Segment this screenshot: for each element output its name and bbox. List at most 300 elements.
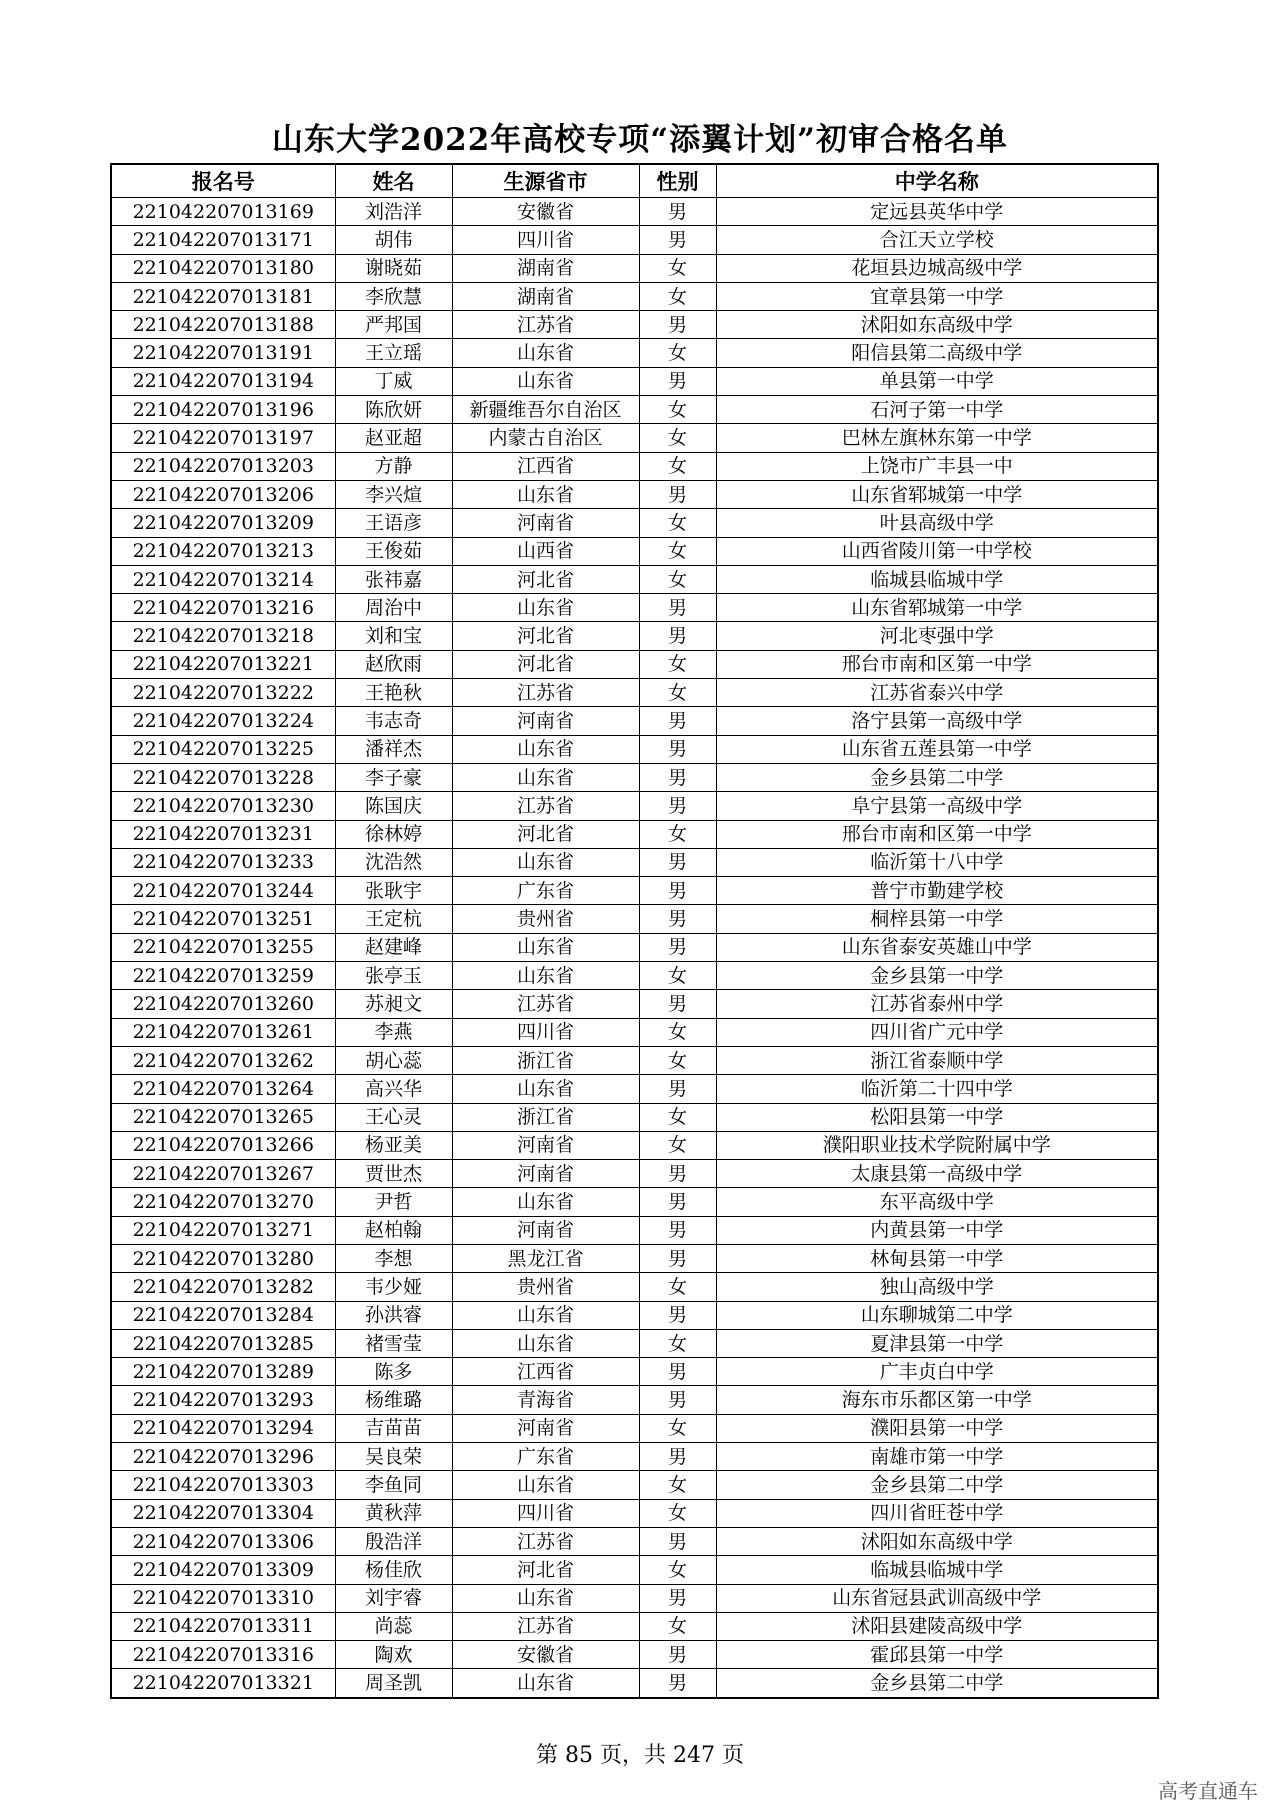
school-cell: 山西省陵川第一中学校 [716, 537, 1158, 565]
gender-cell: 女 [639, 509, 716, 537]
table-row [111, 622, 1158, 650]
name-cell: 张亭玉 [335, 962, 452, 990]
province-cell: 河南省 [452, 509, 639, 537]
gender-cell: 女 [639, 1046, 716, 1074]
name-cell: 陈国庆 [335, 792, 452, 820]
school-cell: 沭阳如东高级中学 [716, 311, 1158, 339]
table-row [111, 1499, 1158, 1527]
name-cell: 周圣凯 [335, 1669, 452, 1698]
registration-number-cell: 221042207013196 [111, 396, 335, 424]
registration-number-cell: 221042207013284 [111, 1301, 335, 1329]
gender-cell: 女 [639, 1612, 716, 1640]
school-cell: 邢台市南和区第一中学 [716, 820, 1158, 848]
province-cell: 湖南省 [452, 282, 639, 310]
name-cell: 高兴华 [335, 1075, 452, 1103]
province-cell: 山东省 [452, 1669, 639, 1698]
name-cell: 尚蕊 [335, 1612, 452, 1640]
school-cell: 阜宁县第一高级中学 [716, 792, 1158, 820]
gender-cell: 女 [639, 396, 716, 424]
table-row [111, 1188, 1158, 1216]
school-cell: 临城县临城中学 [716, 1556, 1158, 1584]
header-school: 中学名称 [716, 164, 1158, 198]
school-cell: 洛宁县第一高级中学 [716, 707, 1158, 735]
table-row [111, 1103, 1158, 1131]
gender-cell: 男 [639, 480, 716, 508]
table-row [111, 962, 1158, 990]
gender-cell: 女 [639, 1556, 716, 1584]
province-cell: 山东省 [452, 848, 639, 876]
table-row [111, 1584, 1158, 1612]
registration-number-cell: 221042207013222 [111, 679, 335, 707]
school-cell: 巴林左旗林东第一中学 [716, 424, 1158, 452]
province-cell: 山东省 [452, 763, 639, 791]
table-row [111, 848, 1158, 876]
table-row [111, 1641, 1158, 1669]
header-gender: 性别 [639, 164, 716, 198]
gender-cell: 女 [639, 537, 716, 565]
table-row [111, 198, 1158, 226]
table-row [111, 565, 1158, 593]
registration-number-cell: 221042207013171 [111, 226, 335, 254]
name-cell: 方静 [335, 452, 452, 480]
province-cell: 安徽省 [452, 1641, 639, 1669]
header-name: 姓名 [335, 164, 452, 198]
province-cell: 江苏省 [452, 1527, 639, 1555]
gender-cell: 男 [639, 905, 716, 933]
page-number: 第 85 页，共 247 页 [536, 1743, 744, 1768]
gender-cell: 女 [639, 1131, 716, 1159]
province-cell: 山东省 [452, 339, 639, 367]
province-cell: 湖南省 [452, 254, 639, 282]
registration-number-cell: 221042207013233 [111, 848, 335, 876]
province-cell: 青海省 [452, 1386, 639, 1414]
province-cell: 山东省 [452, 1188, 639, 1216]
school-cell: 宜章县第一中学 [716, 282, 1158, 310]
name-cell: 尹哲 [335, 1188, 452, 1216]
province-cell: 四川省 [452, 226, 639, 254]
registration-number-cell: 221042207013251 [111, 905, 335, 933]
table-row [111, 1669, 1158, 1698]
name-cell: 黄秋萍 [335, 1499, 452, 1527]
registration-number-cell: 221042207013306 [111, 1527, 335, 1555]
name-cell: 陈欣妍 [335, 396, 452, 424]
registration-number-cell: 221042207013213 [111, 537, 335, 565]
province-cell: 山东省 [452, 735, 639, 763]
school-cell: 山东省泰安英雄山中学 [716, 933, 1158, 961]
registration-number-cell: 221042207013294 [111, 1414, 335, 1442]
table-row [111, 1414, 1158, 1442]
school-cell: 夏津县第一中学 [716, 1329, 1158, 1357]
name-cell: 李欣慧 [335, 282, 452, 310]
registration-number-cell: 221042207013244 [111, 877, 335, 905]
name-cell: 李鱼同 [335, 1471, 452, 1499]
registration-number-cell: 221042207013221 [111, 650, 335, 678]
province-cell: 山东省 [452, 367, 639, 395]
name-cell: 王心灵 [335, 1103, 452, 1131]
name-cell: 沈浩然 [335, 848, 452, 876]
school-cell: 沭阳如东高级中学 [716, 1527, 1158, 1555]
registration-number-cell: 221042207013310 [111, 1584, 335, 1612]
school-cell: 独山高级中学 [716, 1273, 1158, 1301]
registration-number-cell: 221042207013218 [111, 622, 335, 650]
table-row [111, 1075, 1158, 1103]
gender-cell: 男 [639, 933, 716, 961]
gender-cell: 男 [639, 1669, 716, 1698]
school-cell: 金乡县第二中学 [716, 763, 1158, 791]
gender-cell: 女 [639, 1103, 716, 1131]
gender-cell: 男 [639, 594, 716, 622]
school-cell: 濮阳职业技术学院附属中学 [716, 1131, 1158, 1159]
gender-cell: 男 [639, 1584, 716, 1612]
table-row [111, 594, 1158, 622]
name-cell: 陶欢 [335, 1641, 452, 1669]
province-cell: 河北省 [452, 650, 639, 678]
gender-cell: 女 [639, 282, 716, 310]
gender-cell: 女 [639, 679, 716, 707]
gender-cell: 男 [639, 848, 716, 876]
province-cell: 河北省 [452, 622, 639, 650]
school-cell: 山东聊城第二中学 [716, 1301, 1158, 1329]
name-cell: 王语彦 [335, 509, 452, 537]
gender-cell: 男 [639, 735, 716, 763]
province-cell: 四川省 [452, 1018, 639, 1046]
registration-number-cell: 221042207013203 [111, 452, 335, 480]
school-cell: 海东市乐都区第一中学 [716, 1386, 1158, 1414]
table-row [111, 820, 1158, 848]
province-cell: 贵州省 [452, 1273, 639, 1301]
table-row [111, 679, 1158, 707]
province-cell: 河南省 [452, 1131, 639, 1159]
gender-cell: 男 [639, 707, 716, 735]
gender-cell: 男 [639, 1358, 716, 1386]
registration-number-cell: 221042207013188 [111, 311, 335, 339]
table-row [111, 1358, 1158, 1386]
school-cell: 霍邱县第一中学 [716, 1641, 1158, 1669]
school-cell: 邢台市南和区第一中学 [716, 650, 1158, 678]
school-cell: 松阳县第一中学 [716, 1103, 1158, 1131]
school-cell: 山东省五莲县第一中学 [716, 735, 1158, 763]
table-row [111, 1018, 1158, 1046]
province-cell: 新疆维吾尔自治区 [452, 396, 639, 424]
province-cell: 河南省 [452, 1414, 639, 1442]
name-cell: 张祎嘉 [335, 565, 452, 593]
province-cell: 内蒙古自治区 [452, 424, 639, 452]
table-row [111, 1160, 1158, 1188]
province-cell: 广东省 [452, 1443, 639, 1471]
registration-number-cell: 221042207013181 [111, 282, 335, 310]
name-cell: 严邦国 [335, 311, 452, 339]
name-cell: 贾世杰 [335, 1160, 452, 1188]
province-cell: 山东省 [452, 962, 639, 990]
province-cell: 江西省 [452, 1358, 639, 1386]
gender-cell: 男 [639, 622, 716, 650]
name-cell: 赵欣雨 [335, 650, 452, 678]
table-row [111, 877, 1158, 905]
gender-cell: 男 [639, 792, 716, 820]
gender-cell: 男 [639, 1443, 716, 1471]
school-cell: 东平高级中学 [716, 1188, 1158, 1216]
header-registration-number: 报名号 [111, 164, 335, 198]
registration-number-cell: 221042207013316 [111, 1641, 335, 1669]
table-row [111, 254, 1158, 282]
school-cell: 桐梓县第一中学 [716, 905, 1158, 933]
table-row [111, 1443, 1158, 1471]
name-cell: 李想 [335, 1244, 452, 1272]
name-cell: 胡伟 [335, 226, 452, 254]
name-cell: 李子豪 [335, 763, 452, 791]
province-cell: 山东省 [452, 933, 639, 961]
school-cell: 沭阳县建陵高级中学 [716, 1612, 1158, 1640]
province-cell: 山东省 [452, 1471, 639, 1499]
table-row [111, 367, 1158, 395]
table-row [111, 1273, 1158, 1301]
school-cell: 四川省旺苍中学 [716, 1499, 1158, 1527]
table-row [111, 1612, 1158, 1640]
document-title: 山东大学2022年高校专项“添翼计划”初审合格名单 [272, 122, 1008, 158]
name-cell: 张耿宇 [335, 877, 452, 905]
table-row [111, 990, 1158, 1018]
gender-cell: 女 [639, 254, 716, 282]
province-cell: 江苏省 [452, 990, 639, 1018]
registration-number-cell: 221042207013224 [111, 707, 335, 735]
name-cell: 吴良荣 [335, 1443, 452, 1471]
registration-number-cell: 221042207013231 [111, 820, 335, 848]
name-cell: 王立瑶 [335, 339, 452, 367]
school-cell: 山东省冠县武训高级中学 [716, 1584, 1158, 1612]
province-cell: 河南省 [452, 1160, 639, 1188]
gender-cell: 男 [639, 1527, 716, 1555]
table-row [111, 1216, 1158, 1244]
province-cell: 江苏省 [452, 1612, 639, 1640]
header-province: 生源省市 [452, 164, 639, 198]
registration-number-cell: 221042207013259 [111, 962, 335, 990]
gender-cell: 男 [639, 1244, 716, 1272]
registration-number-cell: 221042207013216 [111, 594, 335, 622]
school-cell: 上饶市广丰县一中 [716, 452, 1158, 480]
registration-number-cell: 221042207013209 [111, 509, 335, 537]
name-cell: 韦志奇 [335, 707, 452, 735]
table-row [111, 537, 1158, 565]
name-cell: 赵亚超 [335, 424, 452, 452]
gender-cell: 男 [639, 1160, 716, 1188]
gender-cell: 男 [639, 198, 716, 226]
name-cell: 王艳秋 [335, 679, 452, 707]
province-cell: 山东省 [452, 1301, 639, 1329]
name-cell: 陈多 [335, 1358, 452, 1386]
school-cell: 南雄市第一中学 [716, 1443, 1158, 1471]
province-cell: 山东省 [452, 480, 639, 508]
gender-cell: 男 [639, 990, 716, 1018]
name-cell: 徐林婷 [335, 820, 452, 848]
table-row [111, 1301, 1158, 1329]
school-cell: 花垣县边城高级中学 [716, 254, 1158, 282]
gender-cell: 女 [639, 565, 716, 593]
table-row [111, 282, 1158, 310]
registration-number-cell: 221042207013293 [111, 1386, 335, 1414]
province-cell: 河北省 [452, 565, 639, 593]
province-cell: 河南省 [452, 1216, 639, 1244]
gender-cell: 女 [639, 452, 716, 480]
registration-number-cell: 221042207013262 [111, 1046, 335, 1074]
registration-number-cell: 221042207013261 [111, 1018, 335, 1046]
registration-number-cell: 221042207013180 [111, 254, 335, 282]
school-cell: 金乡县第二中学 [716, 1471, 1158, 1499]
registration-number-cell: 221042207013321 [111, 1669, 335, 1698]
gender-cell: 男 [639, 1216, 716, 1244]
registration-number-cell: 221042207013214 [111, 565, 335, 593]
registration-number-cell: 221042207013191 [111, 339, 335, 367]
table-row [111, 707, 1158, 735]
name-cell: 周治中 [335, 594, 452, 622]
name-cell: 杨亚美 [335, 1131, 452, 1159]
table-body [111, 198, 1158, 1698]
name-cell: 赵建峰 [335, 933, 452, 961]
registration-number-cell: 221042207013270 [111, 1188, 335, 1216]
watermark: 高考直通车 [1158, 1779, 1258, 1803]
gender-cell: 女 [639, 820, 716, 848]
registration-number-cell: 221042207013169 [111, 198, 335, 226]
gender-cell: 女 [639, 1329, 716, 1357]
name-cell: 韦少娅 [335, 1273, 452, 1301]
province-cell: 山东省 [452, 594, 639, 622]
school-cell: 定远县英华中学 [716, 198, 1158, 226]
school-cell: 江苏省泰兴中学 [716, 679, 1158, 707]
table-row [111, 1244, 1158, 1272]
name-cell: 李燕 [335, 1018, 452, 1046]
table-row [111, 311, 1158, 339]
name-cell: 褚雪莹 [335, 1329, 452, 1357]
gender-cell: 男 [639, 1641, 716, 1669]
province-cell: 河南省 [452, 707, 639, 735]
gender-cell: 女 [639, 339, 716, 367]
table-row [111, 650, 1158, 678]
school-cell: 四川省广元中学 [716, 1018, 1158, 1046]
school-cell: 太康县第一高级中学 [716, 1160, 1158, 1188]
school-cell: 金乡县第二中学 [716, 1669, 1158, 1698]
school-cell: 广丰贞白中学 [716, 1358, 1158, 1386]
gender-cell: 女 [639, 650, 716, 678]
province-cell: 山西省 [452, 537, 639, 565]
table-row [111, 339, 1158, 367]
gender-cell: 女 [639, 1471, 716, 1499]
name-cell: 谢晓茹 [335, 254, 452, 282]
table-row [111, 509, 1158, 537]
school-cell: 河北枣强中学 [716, 622, 1158, 650]
registration-number-cell: 221042207013311 [111, 1612, 335, 1640]
gender-cell: 男 [639, 311, 716, 339]
name-cell: 杨佳欣 [335, 1556, 452, 1584]
province-cell: 山东省 [452, 1584, 639, 1612]
name-cell: 王俊茹 [335, 537, 452, 565]
registration-number-cell: 221042207013206 [111, 480, 335, 508]
school-cell: 林甸县第一中学 [716, 1244, 1158, 1272]
school-cell: 石河子第一中学 [716, 396, 1158, 424]
province-cell: 浙江省 [452, 1046, 639, 1074]
registration-number-cell: 221042207013230 [111, 792, 335, 820]
table-row [111, 735, 1158, 763]
table-row [111, 763, 1158, 791]
name-cell: 胡心蕊 [335, 1046, 452, 1074]
school-cell: 合江天立学校 [716, 226, 1158, 254]
registration-number-cell: 221042207013280 [111, 1244, 335, 1272]
registration-number-cell: 221042207013303 [111, 1471, 335, 1499]
table-row [111, 1386, 1158, 1414]
school-cell: 山东省郓城第一中学 [716, 480, 1158, 508]
gender-cell: 男 [639, 1075, 716, 1103]
name-cell: 刘和宝 [335, 622, 452, 650]
table-row [111, 1527, 1158, 1555]
school-cell: 普宁市勤建学校 [716, 877, 1158, 905]
school-cell: 金乡县第一中学 [716, 962, 1158, 990]
gender-cell: 男 [639, 1301, 716, 1329]
province-cell: 江苏省 [452, 792, 639, 820]
gender-cell: 女 [639, 1499, 716, 1527]
registration-number-cell: 221042207013260 [111, 990, 335, 1018]
table-row [111, 792, 1158, 820]
gender-cell: 男 [639, 226, 716, 254]
gender-cell: 男 [639, 1386, 716, 1414]
province-cell: 安徽省 [452, 198, 639, 226]
registration-number-cell: 221042207013267 [111, 1160, 335, 1188]
name-cell: 孙洪睿 [335, 1301, 452, 1329]
province-cell: 河北省 [452, 820, 639, 848]
province-cell: 四川省 [452, 1499, 639, 1527]
registration-number-cell: 221042207013266 [111, 1131, 335, 1159]
gender-cell: 男 [639, 367, 716, 395]
province-cell: 贵州省 [452, 905, 639, 933]
registration-number-cell: 221042207013225 [111, 735, 335, 763]
table-row [111, 933, 1158, 961]
table-row [111, 1131, 1158, 1159]
province-cell: 江苏省 [452, 311, 639, 339]
registration-number-cell: 221042207013194 [111, 367, 335, 395]
province-cell: 江西省 [452, 452, 639, 480]
school-cell: 临沂第十八中学 [716, 848, 1158, 876]
province-cell: 浙江省 [452, 1103, 639, 1131]
table-row [111, 1329, 1158, 1357]
table-header-row [111, 164, 1158, 198]
name-cell: 刘浩洋 [335, 198, 452, 226]
province-cell: 广东省 [452, 877, 639, 905]
registration-number-cell: 221042207013265 [111, 1103, 335, 1131]
table-row [111, 396, 1158, 424]
gender-cell: 男 [639, 763, 716, 791]
province-cell: 黑龙江省 [452, 1244, 639, 1272]
name-cell: 杨维璐 [335, 1386, 452, 1414]
table-row [111, 1471, 1158, 1499]
name-cell: 殷浩洋 [335, 1527, 452, 1555]
school-cell: 阳信县第二高级中学 [716, 339, 1158, 367]
gender-cell: 女 [639, 424, 716, 452]
name-cell: 潘祥杰 [335, 735, 452, 763]
table-row [111, 424, 1158, 452]
table-row [111, 226, 1158, 254]
registration-number-cell: 221042207013282 [111, 1273, 335, 1301]
registration-number-cell: 221042207013264 [111, 1075, 335, 1103]
registration-number-cell: 221042207013255 [111, 933, 335, 961]
name-cell: 李兴煊 [335, 480, 452, 508]
name-cell: 王定杭 [335, 905, 452, 933]
registration-number-cell: 221042207013285 [111, 1329, 335, 1357]
table-row [111, 480, 1158, 508]
school-cell: 江苏省泰州中学 [716, 990, 1158, 1018]
name-cell: 丁威 [335, 367, 452, 395]
name-cell: 刘宇睿 [335, 1584, 452, 1612]
gender-cell: 女 [639, 962, 716, 990]
school-cell: 山东省郓城第一中学 [716, 594, 1158, 622]
table-row [111, 1556, 1158, 1584]
gender-cell: 男 [639, 877, 716, 905]
